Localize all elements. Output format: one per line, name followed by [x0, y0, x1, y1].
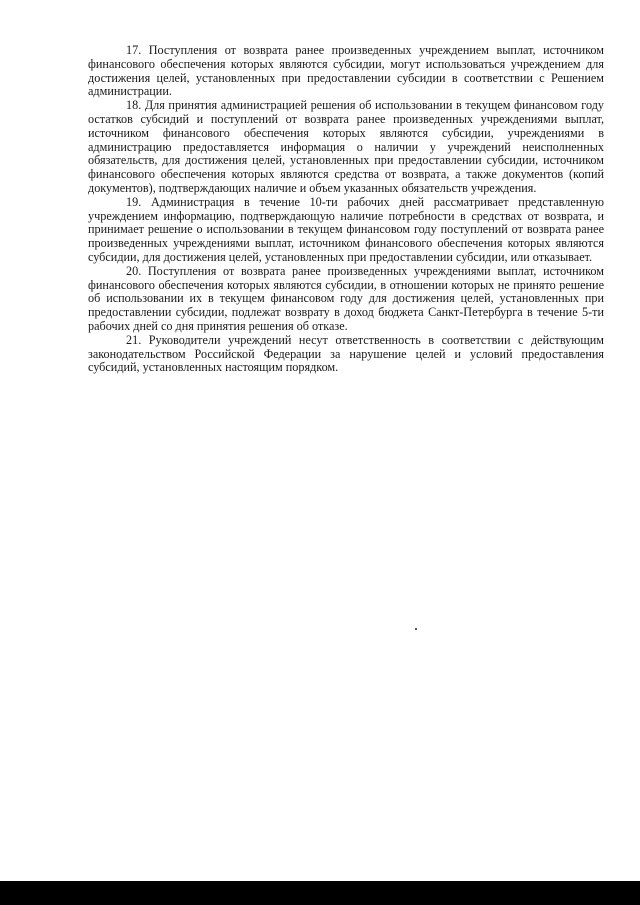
paragraph-17: 17. Поступления от возврата ранее произведенных учреждением выплат, источником финансового обеспечения которых являются субсидии, могут использоваться учреждением для достижения целей, установленных при предоставлении субсидии в соответствии с Решением администрации.	[88, 43, 604, 99]
paragraph-20: 20. Поступления от возврата ранее произведенных учреждениями выплат, источником финансового обеспечения которых являются субсидии, в отношении которых не принято решение об использовании их в текущем финансовом году для достижения целей, установленных при предоставлении субсидии, подлежат возврату в доход бюджета Санкт-Петербурга в течение 5-ти рабочих дней со дня принятия решения об отказе.	[88, 263, 604, 333]
paragraph-18: 18. Для принятия администрацией решения об использовании в текущем финансовом году остатков субсидий и поступлений от возврата ранее произведенных учреждениями выплат, источником финансового обеспечения которых являются субсидии, учреждениями в администрацию предоставляется информация о наличии у учреждений неисполненных обязательств, для достижения целей, установленных при предоставлении субсидии, источником финансового обеспечения которых являются средства от возврата, а также документов (копий документов), подтверждающих наличие и объем указанных обязательств учреждения.	[88, 98, 604, 195]
paragraph-21: 21. Руководители учреждений несут ответственность в соответствии с действующим законодательством Российской Федерации за нарушение целей и условий предоставления субсидий, установленных настоящим порядком.	[88, 332, 604, 375]
paragraph-19: 19. Администрация в течение 10-ти рабочих дней рассматривает представленную учреждением информацию, подтверждающую наличие потребности в средствах от возврата, и принимает решение о использовании в текущем финансовом году поступлений от возврата ранее произведенных учреждениями выплат, источником финансового обеспечения которых являются субсидии, для достижения целей, установленных при предоставлении субсидии, или отказывает.	[88, 194, 604, 264]
scan-speck	[415, 628, 417, 630]
scan-bottom-edge	[0, 881, 640, 905]
document-body	[88, 44, 604, 375]
